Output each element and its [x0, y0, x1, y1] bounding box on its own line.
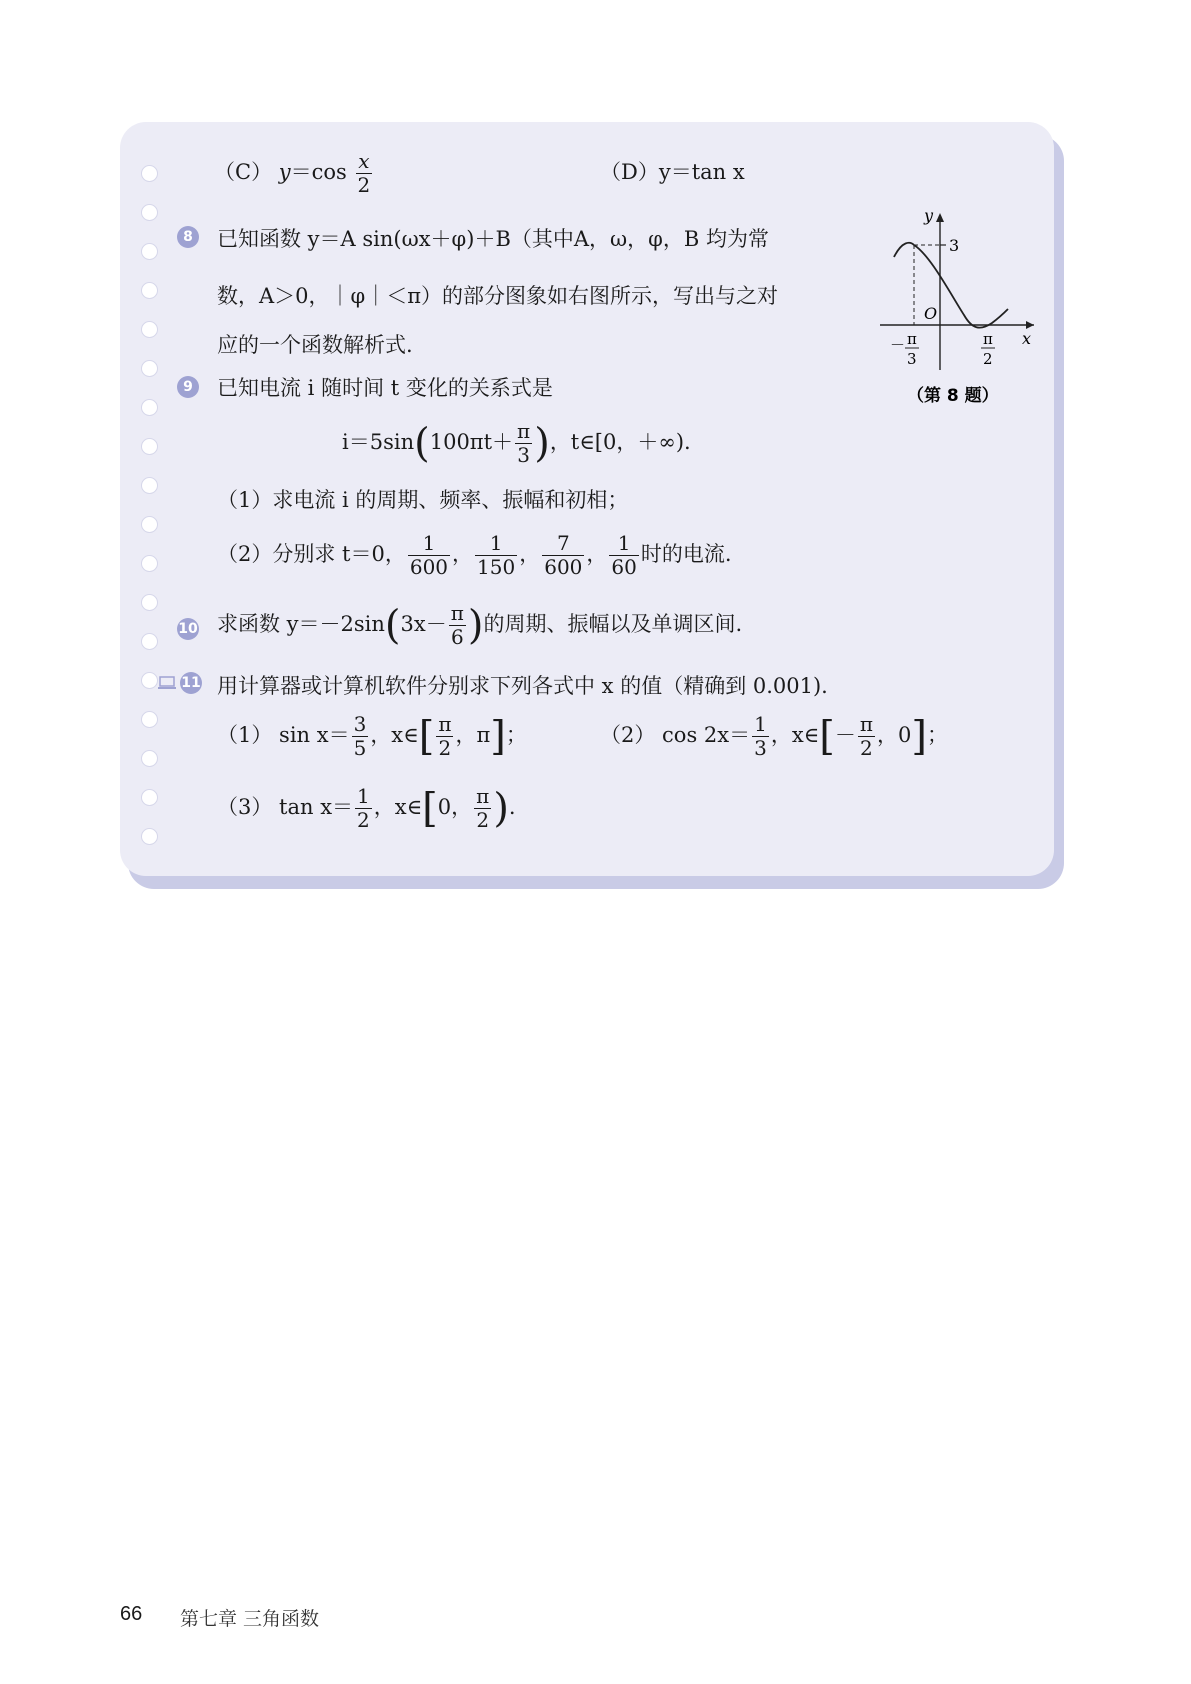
y-tick-label: 3 — [949, 236, 960, 255]
ring-hole — [141, 828, 158, 845]
ring-hole — [141, 555, 158, 572]
q8-graph-figure — [872, 205, 1042, 410]
ring-hole — [141, 672, 158, 689]
ring-hole — [141, 750, 158, 767]
x-axis-label: x — [1022, 329, 1032, 348]
ring-hole — [141, 594, 158, 611]
choice-d: （D）y＝tan x — [600, 160, 745, 184]
y-axis-arrow-icon — [936, 213, 944, 222]
question-number-9: 9 — [177, 376, 199, 398]
ring-hole — [141, 789, 158, 806]
question-number-8: 8 — [177, 226, 199, 248]
q11-part1: （1） sin x＝ $\frac{3}{5}$ ，x∈[ $\frac{\pi}{2}$ ，π]； — [217, 712, 527, 760]
question-number-11: 11 — [180, 672, 202, 694]
q10-text: 求函数 y＝－2sin(3x－ $\frac{\pi}{6}$ )的周期、振幅以及单调区间. — [217, 601, 743, 649]
ring-hole — [141, 360, 158, 377]
ring-hole — [141, 399, 158, 416]
q8-line2: 数，A＞0，｜φ｜＜π）的部分图象如右图所示，写出与之对 — [217, 284, 779, 308]
ring-hole — [141, 282, 158, 299]
q11-intro: 用计算器或计算机软件分别求下列各式中 x 的值（精确到 0.001). — [217, 674, 828, 698]
question-number-10: 10 — [177, 618, 199, 640]
q9-formula: i＝5sin(100πt＋ $\frac{\pi}{3}$ )，t∈[0，＋∞). — [342, 419, 691, 467]
den-label-left: 3 — [907, 350, 917, 368]
q11-part3: （3） tan x＝ $\frac{1}{2}$ ，x∈[0， $\frac{\pi}{2}$ ). — [217, 784, 516, 832]
origin-label: O — [924, 304, 938, 323]
running-head: 第七章 三角函数 — [180, 1608, 320, 1630]
ring-hole — [141, 243, 158, 260]
figure-caption: （第 8 题） — [907, 386, 999, 406]
ring-hole — [141, 711, 158, 728]
q8-line3: 应的一个函数解析式. — [217, 333, 413, 357]
pi-label-left: π — [907, 330, 917, 348]
ring-hole — [141, 516, 158, 533]
ring-hole — [141, 477, 158, 494]
pi-label-right: π — [983, 330, 993, 348]
sine-curve — [894, 243, 1008, 328]
q8-line1: 已知函数 y＝A sin(ωx＋φ)＋B（其中A，ω，φ，B 均为常 — [217, 227, 769, 251]
page-number: 66 — [120, 1603, 143, 1625]
q9-part2: （2）分别求 t＝0， $\frac{1}{600}$ ， $\frac{1}{150}$ ， $\frac{7}{600}$ ， $\frac{1}{60}$ 时的电流. — [217, 531, 732, 579]
ring-hole — [141, 165, 158, 182]
den-label-right: 2 — [983, 350, 993, 368]
y-axis-label: y — [924, 206, 934, 225]
choice-c: （C） y＝cos $\frac{x}{2}$ — [214, 149, 371, 197]
ring-hole — [141, 438, 158, 455]
x-axis-arrow-icon — [1026, 321, 1034, 329]
q11-part2: （2） cos 2x＝ $\frac{1}{3}$ ，x∈[－ $\frac{\pi}{2}$ ，0]； — [600, 712, 948, 760]
q9-intro: 已知电流 i 随时间 t 变化的关系式是 — [217, 376, 553, 400]
neg-sign: － — [890, 336, 906, 354]
ring-hole — [141, 321, 158, 338]
ring-hole — [141, 204, 158, 221]
q9-part1: （1）求电流 i 的周期、频率、振幅和初相； — [217, 488, 629, 512]
computer-icon — [158, 676, 176, 690]
ring-hole — [141, 633, 158, 650]
